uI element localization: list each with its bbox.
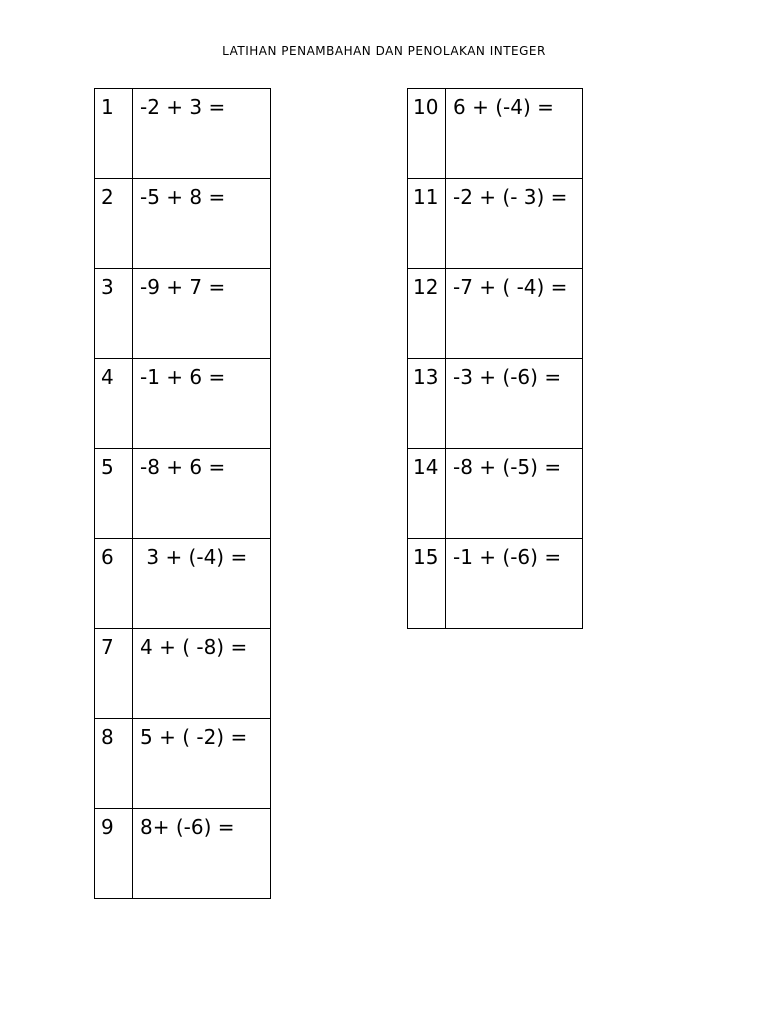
question-number: 12 — [408, 269, 446, 359]
question-expression: -8 + 6 = — [133, 449, 271, 539]
question-number: 2 — [95, 179, 133, 269]
question-expression: 4 + ( -8) = — [133, 629, 271, 719]
question-number: 3 — [95, 269, 133, 359]
question-expression: -2 + 3 = — [133, 89, 271, 179]
question-expression: -1 + (-6) = — [446, 539, 583, 629]
question-expression: -7 + ( -4) = — [446, 269, 583, 359]
exercise-table-left — [94, 88, 271, 899]
question-number: 15 — [408, 539, 446, 629]
question-number: 11 — [408, 179, 446, 269]
table-row — [95, 809, 271, 899]
table-row — [95, 719, 271, 809]
question-number: 1 — [95, 89, 133, 179]
question-expression: -2 + (- 3) = — [446, 179, 583, 269]
table-row — [408, 269, 583, 359]
question-expression: 5 + ( -2) = — [133, 719, 271, 809]
exercise-table-right — [407, 88, 583, 629]
table-row — [95, 179, 271, 269]
table-row — [95, 89, 271, 179]
question-number: 5 — [95, 449, 133, 539]
question-number: 13 — [408, 359, 446, 449]
page-title: LATIHAN PENAMBAHAN DAN PENOLAKAN INTEGER — [222, 44, 546, 58]
table-row — [408, 539, 583, 629]
table-row — [95, 539, 271, 629]
table-row — [408, 359, 583, 449]
table-row — [408, 179, 583, 269]
question-number: 10 — [408, 89, 446, 179]
table-row — [95, 449, 271, 539]
question-number: 4 — [95, 359, 133, 449]
question-expression: -3 + (-6) = — [446, 359, 583, 449]
question-expression: -5 + 8 = — [133, 179, 271, 269]
table-row — [95, 629, 271, 719]
question-number: 6 — [95, 539, 133, 629]
question-number: 7 — [95, 629, 133, 719]
table-row — [95, 269, 271, 359]
question-expression: -9 + 7 = — [133, 269, 271, 359]
question-number: 9 — [95, 809, 133, 899]
table-row — [95, 359, 271, 449]
question-expression: 6 + (-4) = — [446, 89, 583, 179]
question-number: 14 — [408, 449, 446, 539]
question-number: 8 — [95, 719, 133, 809]
table-row — [408, 89, 583, 179]
question-expression: 8+ (-6) = — [133, 809, 271, 899]
question-expression: 3 + (-4) = — [133, 539, 271, 629]
question-expression: -8 + (-5) = — [446, 449, 583, 539]
table-row — [408, 449, 583, 539]
question-expression: -1 + 6 = — [133, 359, 271, 449]
